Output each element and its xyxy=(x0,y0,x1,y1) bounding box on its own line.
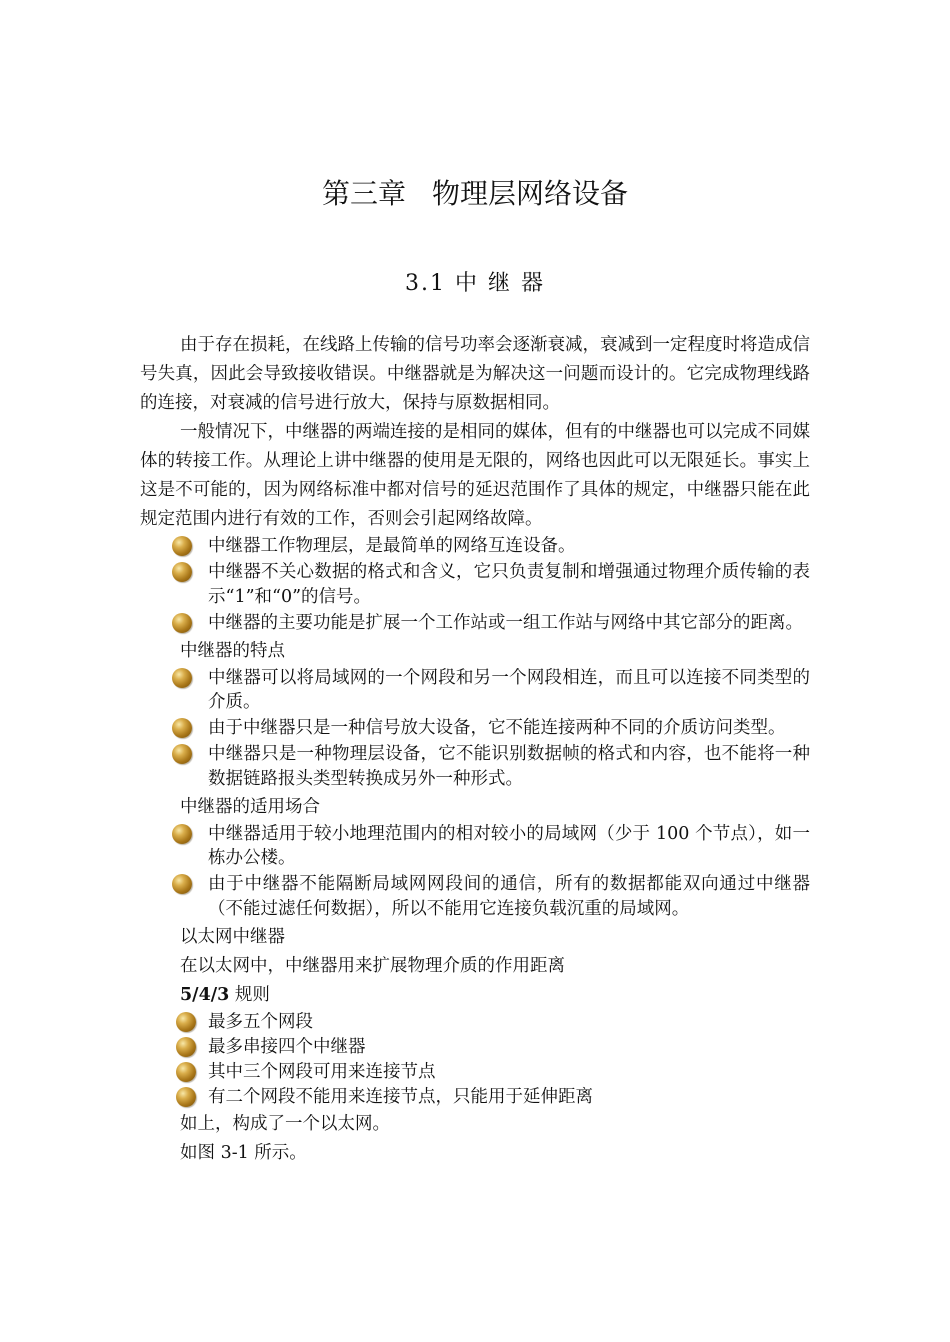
conclusion-text: 如上，构成了一个以太网。 xyxy=(180,1113,390,1134)
gold-bullet-icon xyxy=(176,1087,196,1107)
gold-bullet-icon xyxy=(172,824,192,844)
ethernet-heading: 以太网中继器 xyxy=(180,926,285,947)
chapter-number: 第三章 xyxy=(321,177,406,210)
bullet-item: 中继器适用于较小地理范围内的相对较小的局域网（少于 100 个节点），如一栋办公楼。 xyxy=(140,822,810,871)
bullet-item: 其中三个网段可用来连接节点 xyxy=(140,1060,810,1085)
bullet-item: 有二个网段不能用来连接节点，只能用于延伸距离 xyxy=(140,1085,810,1110)
gold-bullet-icon xyxy=(172,874,192,894)
gold-bullet-icon xyxy=(172,744,192,764)
features-heading: 中继器的特点 xyxy=(180,640,285,661)
bullet-item: 最多串接四个中继器 xyxy=(140,1035,810,1060)
bullet-item: 中继器可以将局域网的一个网段和另一个网段相连，而且可以连接不同类型的介质。 xyxy=(140,666,810,715)
gold-bullet-icon xyxy=(172,613,192,633)
figure-reference: 如图 3-1 所示。 xyxy=(180,1142,307,1163)
ethernet-text: 在以太网中，中继器用来扩展物理介质的作用距离 xyxy=(180,955,565,976)
gold-bullet-icon xyxy=(172,562,192,582)
usage-heading: 中继器的适用场合 xyxy=(180,796,320,817)
chapter-title xyxy=(0,176,950,212)
rule-label: 规则 xyxy=(229,984,270,1005)
gold-bullet-icon xyxy=(172,668,192,688)
paragraph: 一般情况下，中继器的两端连接的是相同的媒体，但有的中继器也可以完成不同媒体的转接工作。从理论上讲中继器的使用是无限的，网络也因此可以无限延长。事实上这是不可能的，因为网络标准中都对信号的延迟范围作了具体的规定，中继器只能在此规定范围内进行有效的工作，否则会引起网络故障。 xyxy=(140,422,810,529)
rule-heading xyxy=(140,981,810,1010)
section-title: 3.1 中 继 器 xyxy=(405,271,545,296)
bullet-item: 由于中继器只是一种信号放大设备，它不能连接两种不同的介质访问类型。 xyxy=(140,716,810,741)
bullet-item: 最多五个网段 xyxy=(140,1010,810,1035)
bullet-item: 中继器不关心数据的格式和含义，它只负责复制和增强通过物理介质传输的表示“1”和“0”的信号。 xyxy=(140,560,810,609)
bullet-item: 中继器工作物理层，是最简单的网络互连设备。 xyxy=(140,534,810,559)
rule-number: 5/4/3 xyxy=(180,984,230,1005)
document-body xyxy=(140,331,810,1168)
gold-bullet-icon xyxy=(176,1037,196,1057)
bullet-item: 中继器的主要功能是扩展一个工作站或一组工作站与网络中其它部分的距离。 xyxy=(140,611,810,636)
bullet-item: 中继器只是一种物理层设备，它不能识别数据帧的格式和内容，也不能将一种数据链路报头类型转换成另外一种形式。 xyxy=(140,742,810,791)
gold-bullet-icon xyxy=(176,1012,196,1032)
gold-bullet-icon xyxy=(176,1062,196,1082)
chapter-name: 物理层网络设备 xyxy=(432,177,629,210)
bullet-item: 由于中继器不能隔断局域网网段间的通信，所有的数据都能双向通过中继器（不能过滤任何数据），所以不能用它连接负载沉重的局域网。 xyxy=(140,872,810,921)
gold-bullet-icon xyxy=(172,718,192,738)
gold-bullet-icon xyxy=(172,536,192,556)
paragraph: 由于存在损耗，在线路上传输的信号功率会逐渐衰减，衰减到一定程度时将造成信号失真，因此会导致接收错误。中继器就是为解决这一问题而设计的。它完成物理线路的连接，对衰减的信号进行放大，保持与原数据相同。 xyxy=(140,335,810,413)
